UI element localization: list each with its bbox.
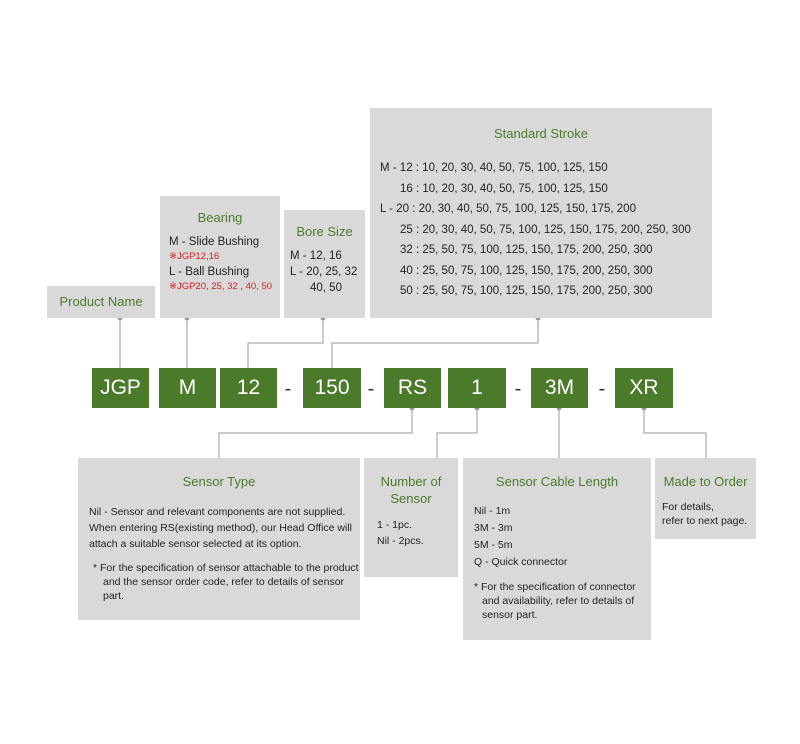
number-of-sensor-opt: 1 - 1pc. [377, 519, 413, 531]
product-name-title: Product Name [59, 294, 143, 309]
bearing-l-note: ※JGP20, 25, 32 , 40, 50 [169, 281, 273, 292]
stroke-row: 40 : 25, 50, 75, 100, 125, 150, 175, 200, 250, 300 [400, 264, 653, 277]
sensor-cable-opt: 5M - 5m [474, 539, 513, 551]
made-to-order-title: Made to Order [663, 474, 748, 489]
made-to-order-box [655, 458, 756, 539]
sensor-cable-note: and availability, refer to details of [482, 595, 635, 607]
number-of-sensor-title: Sensor [390, 491, 432, 506]
bearing-box [160, 196, 280, 318]
sensor-cable-opt: 3M - 3m [474, 522, 513, 534]
made-to-order-line: refer to next page. [662, 515, 748, 527]
stroke-row: 50 : 25, 50, 75, 100, 125, 150, 175, 200, 250, 300 [400, 285, 653, 297]
sensor-cable-box [463, 458, 651, 640]
sensor-cable-opt: Q - Quick connector [474, 556, 568, 568]
code-jgp: JGP [92, 368, 149, 408]
sensor-cable-note: sensor part. [482, 609, 538, 621]
sensor-type-desc: attach a suitable sensor selected at its option. [89, 538, 302, 550]
code-sensor: RS [384, 368, 441, 408]
sensor-type-box [78, 458, 360, 620]
bore-size-l2: 40, 50 [310, 282, 342, 294]
bearing-m: M - Slide Bushing [169, 236, 260, 248]
bearing-m-note: ※JGP12,16 [169, 251, 220, 262]
bore-size-title: Bore Size [296, 224, 353, 239]
stroke-row: 16 : 10, 20, 30, 40, 50, 75, 100, 125, 150 [400, 182, 608, 195]
sensor-cable-title: Sensor Cable Length [495, 474, 619, 489]
bearing-l: L - Ball Bushing [169, 266, 250, 278]
sensor-type-note: * For the specification of sensor attachable to the product [93, 562, 359, 574]
number-of-sensor-opt: Nil - 2pcs. [377, 535, 424, 547]
code-bearing: M [159, 368, 216, 408]
number-of-sensor-box [364, 458, 458, 577]
code-bore: 12 [220, 368, 277, 408]
sensor-cable-opt: Nil - 1m [474, 505, 511, 517]
sensor-type-title: Sensor Type [182, 474, 256, 489]
sensor-type-desc: When entering RS(existing method), our Head Office will [89, 522, 353, 534]
sensor-type-desc: Nil - Sensor and relevant components are not supplied. [89, 506, 346, 518]
stroke-row: M - 12 : 10, 20, 30, 40, 50, 75, 100, 125, 150 [380, 162, 608, 174]
stroke-row: 32 : 25, 50, 75, 100, 125, 150, 175, 200, 250, 300 [400, 244, 653, 256]
code-dash: - [514, 378, 522, 400]
standard-stroke-box [370, 108, 712, 318]
number-of-sensor-title: Number of [380, 474, 442, 489]
stroke-row: 25 : 20, 30, 40, 50, 75, 100, 125, 150, 175, 200, 250, 300 [400, 223, 691, 236]
bore-size-box [284, 210, 365, 318]
code-stroke: 150 [303, 368, 361, 408]
bearing-title: Bearing [197, 210, 243, 225]
sensor-type-note: and the sensor order code, refer to details of sensor part. [103, 576, 345, 602]
stroke-row: L - 20 : 20, 30, 40, 50, 75, 100, 125, 150, 175, 200 [380, 203, 636, 215]
code-dash: - [598, 378, 606, 400]
code-dash: - [284, 378, 292, 400]
sensor-cable-note: * For the specification of connector [474, 581, 636, 593]
standard-stroke-title: Standard Stroke [494, 126, 588, 141]
code-count: 1 [448, 368, 506, 408]
code-order: XR [615, 368, 673, 408]
bore-size-m: M - 12, 16 [290, 250, 342, 262]
code-cable: 3M [531, 368, 588, 408]
bore-size-l1: L - 20, 25, 32 [290, 266, 358, 278]
product-name-box [47, 286, 155, 318]
code-dash: - [367, 378, 375, 400]
made-to-order-line: For details, [662, 501, 714, 513]
